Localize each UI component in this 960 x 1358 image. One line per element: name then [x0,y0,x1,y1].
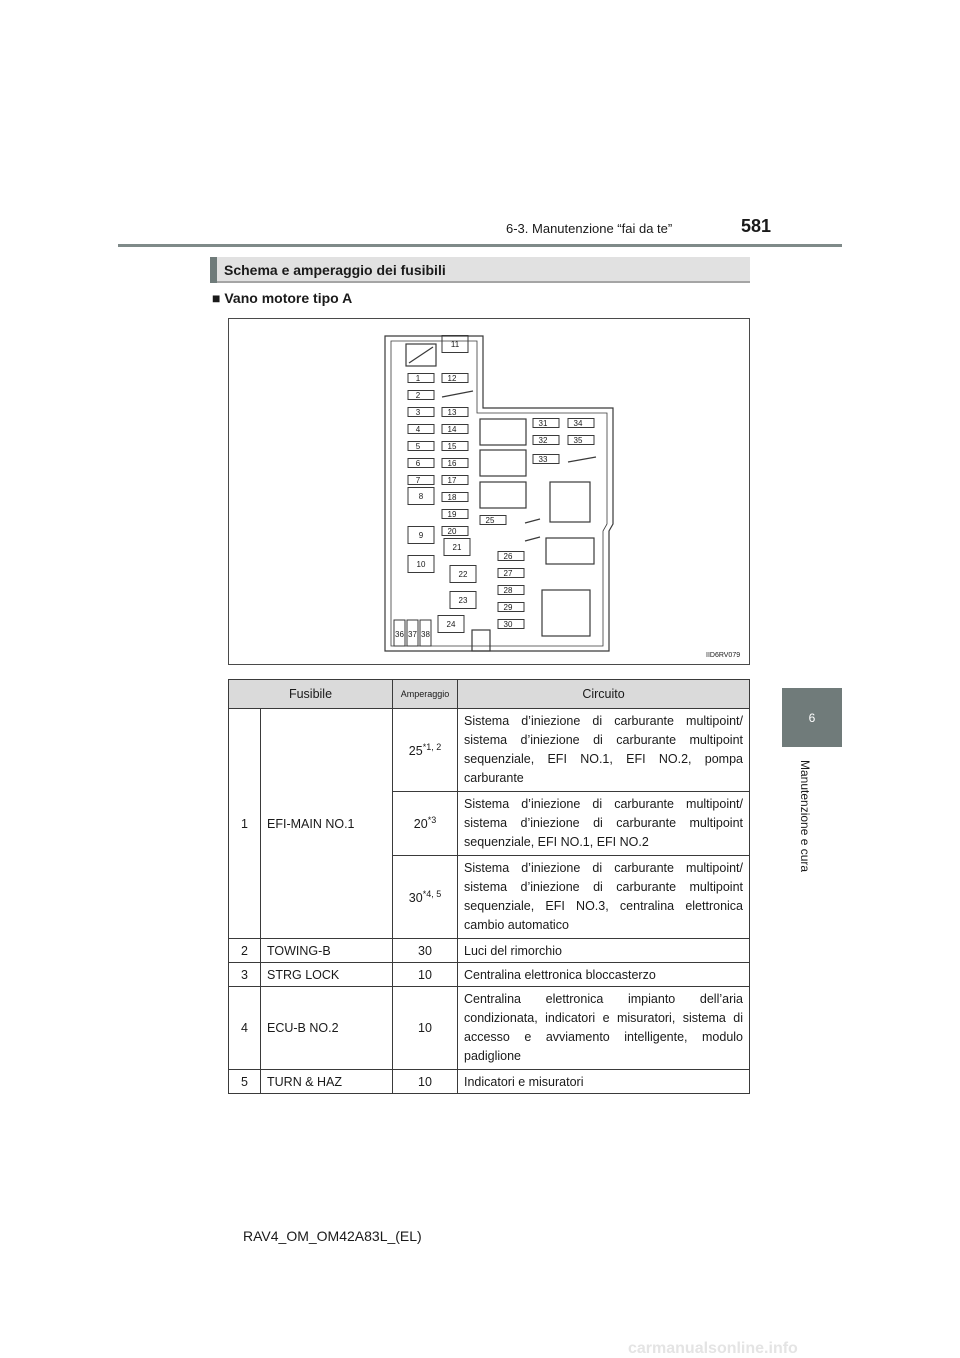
fuse-slot-6 [408,459,434,469]
fuse-name: TOWING-B [261,939,393,963]
spare-slot-1 [442,391,473,397]
spare-slot-3 [525,537,540,541]
fuse-label: 37 [408,630,417,639]
fuse-circuit: Centralina elettronica bloccasterzo [458,963,750,987]
fuse-label: 29 [503,603,513,612]
fuse-label: 6 [415,459,421,468]
fuse-slot-4 [408,425,434,435]
document-footer: RAV4_OM_OM42A83L_(EL) [243,1228,422,1244]
table-row [229,1070,750,1094]
fuse-slot-32 [533,436,559,446]
fuse-label: 3 [415,408,421,417]
fuse-label: 7 [415,476,421,485]
table-row [229,939,750,963]
fuse-slot-25 [480,516,506,526]
fuse-label: 25 [485,516,495,525]
fuse-slot-3 [408,408,434,418]
fuse-amperage: 10 [393,987,458,1070]
relay-box-4 [550,482,590,522]
fuse-circuit: Sistema d’iniezione di carburante multipoint/ sistema d’iniezione di carburante multipoint sequenziale, EFI NO.1, EFI NO.2 [458,792,750,856]
fuse-label: 21 [452,543,462,552]
fuse-label: 34 [573,419,583,428]
table-row [229,709,750,792]
fuse-label: 15 [447,442,457,451]
fuse-label: 24 [446,620,456,629]
fuse-label: 35 [573,436,583,445]
fuse-label: 4 [415,425,421,434]
header-rule [118,244,842,247]
fuse-slot-10 [408,556,434,573]
upper-left-relay-slash [409,347,433,363]
fuse-slot-27 [498,569,524,579]
table-row [229,963,750,987]
fuse-label: 32 [538,436,548,445]
fuse-label: 36 [395,630,404,639]
fuse-box-tab [472,630,490,651]
relay-box-5 [546,538,594,564]
fuse-slot-21 [444,539,470,556]
fuse-label: 38 [421,630,430,639]
fuse-label: 33 [538,455,548,464]
fuse-slot-35 [568,436,594,446]
fuse-slot-8 [408,488,434,505]
fuse-label: 20 [447,527,457,536]
fuse-amperage: 30 [393,939,458,963]
fuse-number: 4 [229,987,261,1070]
fuse-slot-11 [442,336,468,353]
fuse-label: 12 [447,374,457,383]
fuse-label: 22 [458,570,468,579]
fuse-slot-18 [442,493,468,503]
relay-box-6 [542,590,590,636]
spare-slot-4 [568,457,596,462]
fuse-label: 8 [418,492,424,501]
fuse-amperage: 30$^{*4, 5}$ [393,856,458,939]
figure-code: IID6RV079 [706,652,741,659]
fuse-slot-26 [498,552,524,562]
fuse-slot-13 [442,408,468,418]
fuse-label: 30 [503,620,513,629]
relay-box-3 [480,482,526,508]
fuse-box-diagram [228,318,750,665]
fuse-name: EFI-MAIN NO.1 [261,709,393,939]
fuse-slot-34 [568,419,594,429]
fuse-slot-31 [533,419,559,429]
fuse-amperage: 25$^{*1, 2}$ [393,709,458,792]
fuse-amperage: 10 [393,1070,458,1094]
fuse-name: TURN & HAZ [261,1070,393,1094]
fuse-label: 27 [503,569,513,578]
fuse-slot-22 [450,566,476,583]
page-number: 581 [741,216,772,236]
fuse-number: 5 [229,1070,261,1094]
fuse-slot-30 [498,620,524,630]
fuse-label: 11 [450,340,460,349]
header-circuit: Circuito [458,680,750,709]
running-header-section: 6-3. Manutenzione “fai da te” [506,221,673,236]
fuse-slot-5 [408,442,434,452]
chapter-tab[interactable] [782,688,842,747]
relay-box-1 [480,419,526,445]
fuse-circuit: Sistema d’iniezione di carburante multipoint/ sistema d’iniezione di carburante multipoint sequenziale, EFI NO.1, EFI NO.2, pompa carburante [458,709,750,792]
fuse-label: 26 [503,552,513,561]
fuse-label: 10 [416,560,426,569]
watermark: carmanualsonline.info [628,1340,798,1357]
fuse-slot-12 [442,374,468,384]
fuse-table-header [229,680,750,709]
fuse-label: 5 [415,442,421,451]
fuse-slot-20 [442,527,468,537]
section-marker [210,257,217,283]
section-title: Schema e amperaggio dei fusibili [224,262,446,278]
fuse-label: 31 [538,419,548,428]
subheading-text: Vano motore tipo A [224,290,353,306]
fuse-slot-15 [442,442,468,452]
fuse-block-36-38 [394,620,431,646]
header-fuse: Fusibile [229,680,393,709]
fuse-label: 16 [447,459,457,468]
fuse-slot-9 [408,527,434,544]
fuse-circuit: Luci del rimorchio [458,939,750,963]
fuse-label: 13 [447,408,457,417]
fuse-amperage: 20$^{*3}$ [393,792,458,856]
fuse-slot-14 [442,425,468,435]
square-bullet-icon: ■ [212,290,221,306]
fuse-circuit: Sistema d’iniezione di carburante multipoint/ sistema d’iniezione di carburante multipoint sequenziale, EFI NO.3, centralina elettronica cambio automatico [458,856,750,939]
chapter-side-label: Manutenzione e cura [798,760,812,873]
fuse-slot-7 [408,476,434,486]
fuse-number: 1 [229,709,261,939]
fuse-label: 14 [447,425,457,434]
fuse-circuit: Indicatori e misuratori [458,1070,750,1094]
fuse-slot-24 [438,616,464,633]
fuse-slot-23 [450,592,476,609]
fuse-slot-16 [442,459,468,469]
fuse-slot-2 [408,391,434,401]
fuse-label: 1 [415,374,421,383]
fuse-slot-17 [442,476,468,486]
fuse-box-inner-outline [391,341,607,646]
fuse-circuit: Centralina elettronica impianto dell’aria condizionata, indicatori e misuratori, sistema di accesso e avviamento intelligente, modulo padiglione [458,987,750,1070]
spare-slot-2 [525,519,540,523]
fuse-number: 3 [229,963,261,987]
fuse-slot-1 [408,374,434,384]
table-row [229,987,750,1070]
fuse-name: ECU-B NO.2 [261,987,393,1070]
relay-box-2 [480,450,526,476]
fuse-name: STRG LOCK [261,963,393,987]
fuse-label: 18 [447,493,457,502]
fuse-label: 2 [415,391,421,400]
fuse-slot-28 [498,586,524,596]
fuse-label: 9 [418,531,424,540]
header-amperage: Amperaggio [393,680,458,709]
fuse-slot-29 [498,603,524,613]
fuse-label: 28 [503,586,513,595]
fuse-label: 19 [447,510,457,519]
fuse-slot-33 [533,455,559,465]
fuse-number: 2 [229,939,261,963]
fuse-label: 23 [458,596,468,605]
fuse-label: 17 [447,476,457,485]
subheading [212,290,352,306]
fuse-table [228,679,750,1094]
fuse-slot-19 [442,510,468,520]
chapter-number: 6 [808,710,816,725]
fuse-amperage: 10 [393,963,458,987]
